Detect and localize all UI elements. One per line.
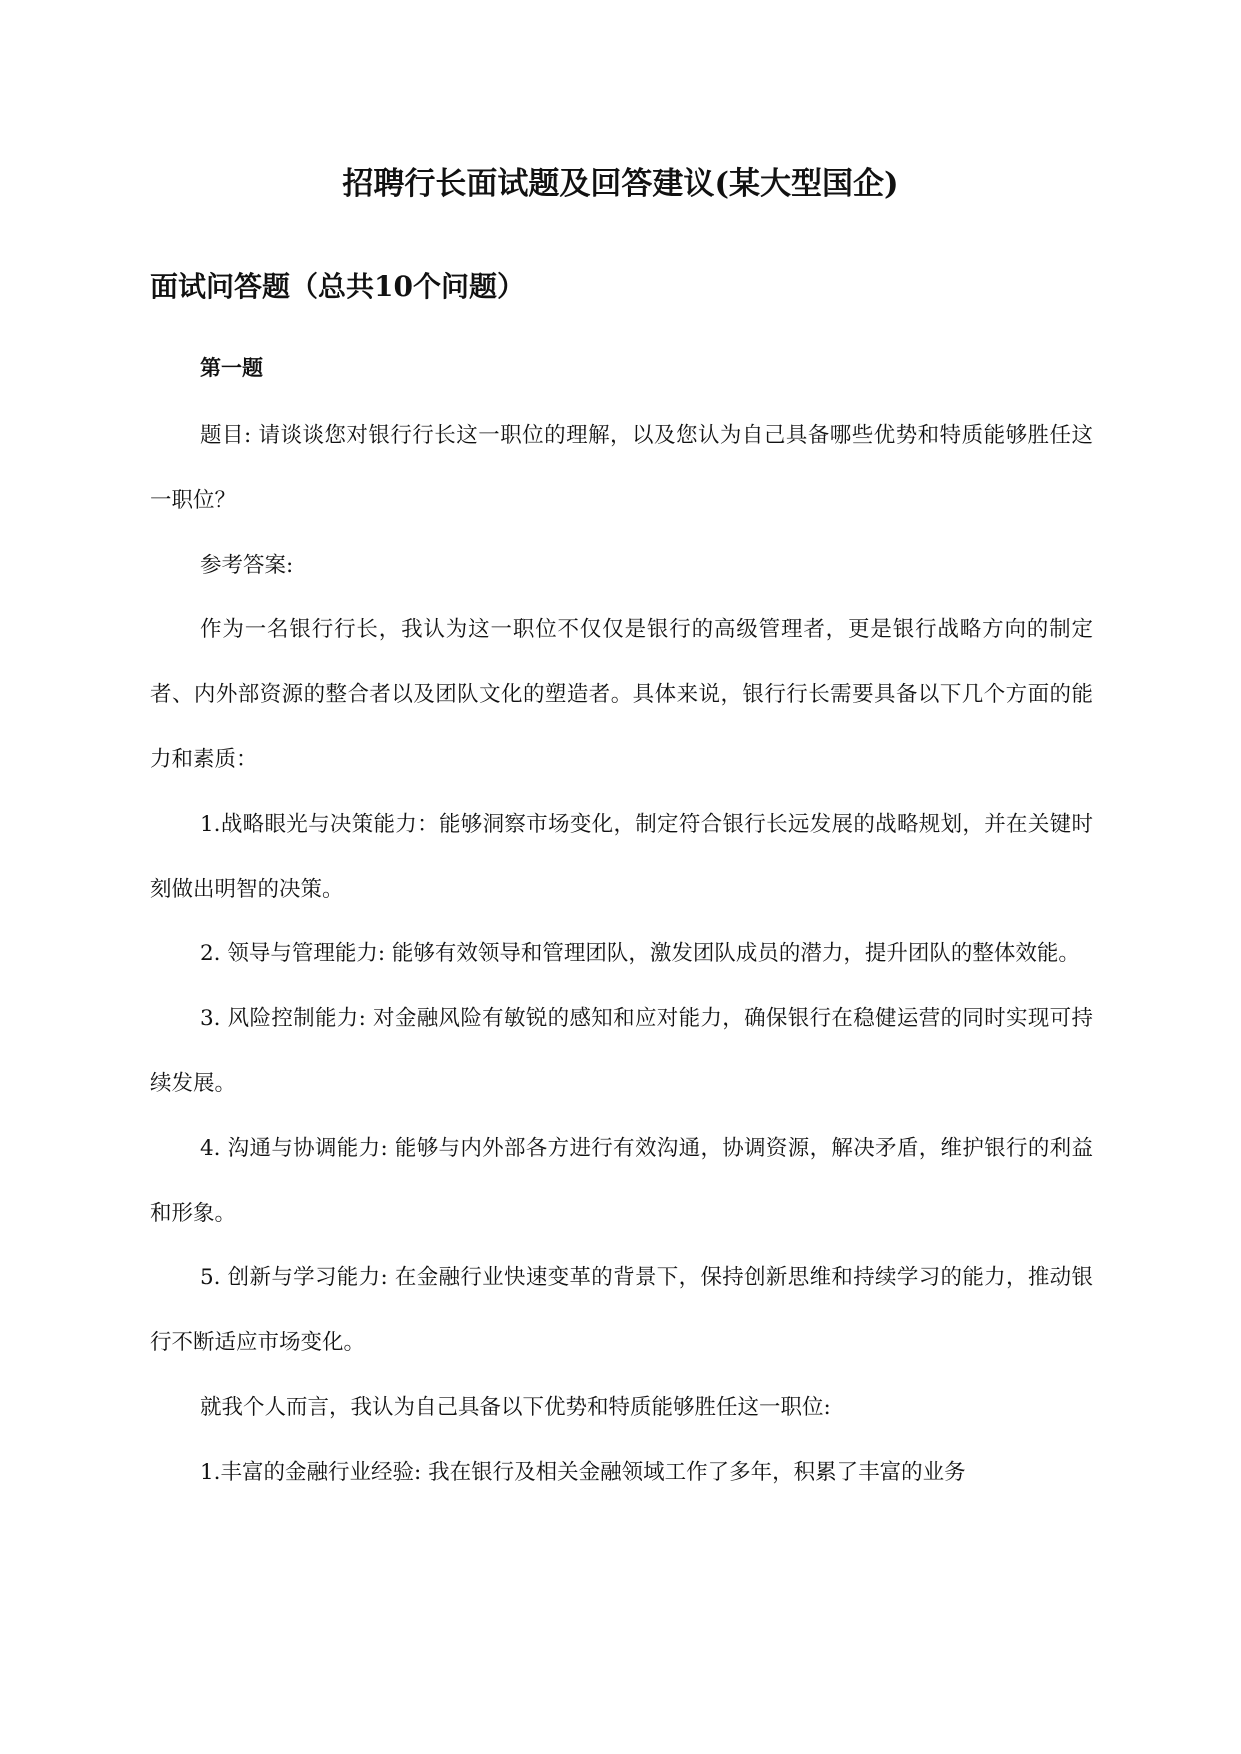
list-item-experience: 1.丰富的金融行业经验: 我在银行及相关金融领域工作了多年，积累了丰富的业务 — [200, 1459, 966, 1485]
list-item-communication: 4. 沟通与协调能力: 能够与内外部各方进行有效沟通，协调资源，解决矛盾，维护银行的利益和形象。 — [150, 1135, 1093, 1226]
section-heading: 面试问答题（总共10个问题） — [150, 270, 525, 303]
question-text: 题目: 请谈谈您对银行行长这一职位的理解，以及您认为自己具备哪些优势和特质能够胜任这一职位？ — [150, 423, 1093, 513]
list-item-risk-control: 3. 风险控制能力: 对金融风险有敏锐的感知和应对能力，确保银行在稳健运营的同时实现可持续发展。 — [150, 1006, 1093, 1096]
question-heading: 第一题 — [200, 355, 263, 380]
answer-label: 参考答案: — [200, 552, 294, 578]
document-title: 招聘行长面试题及回答建议(某大型国企) — [342, 166, 899, 202]
document-body — [150, 404, 1093, 1506]
list-item-leadership: 2. 领导与管理能力: 能够有效领导和管理团队，激发团队成员的潜力，提升团队的整体效能。 — [200, 941, 1080, 967]
list-item-strategy: 1.战略眼光与决策能力：能够洞察市场变化，制定符合银行长远发展的战略规划，并在关键时刻做出明智的决策。 — [150, 811, 1093, 902]
answer-intro-paragraph: 作为一名银行行长，我认为这一职位不仅仅是银行的高级管理者，更是银行战略方向的制定者、内外部资源的整合者以及团队文化的塑造者。具体来说，银行行长需要具备以下几个方面的能力和素质： — [150, 617, 1093, 772]
list-item-innovation: 5. 创新与学习能力: 在金融行业快速变革的背景下，保持创新思维和持续学习的能力，推动银行不断适应市场变化。 — [150, 1265, 1093, 1356]
personal-intro-paragraph: 就我个人而言，我认为自己具备以下优势和特质能够胜任这一职位: — [200, 1394, 831, 1420]
